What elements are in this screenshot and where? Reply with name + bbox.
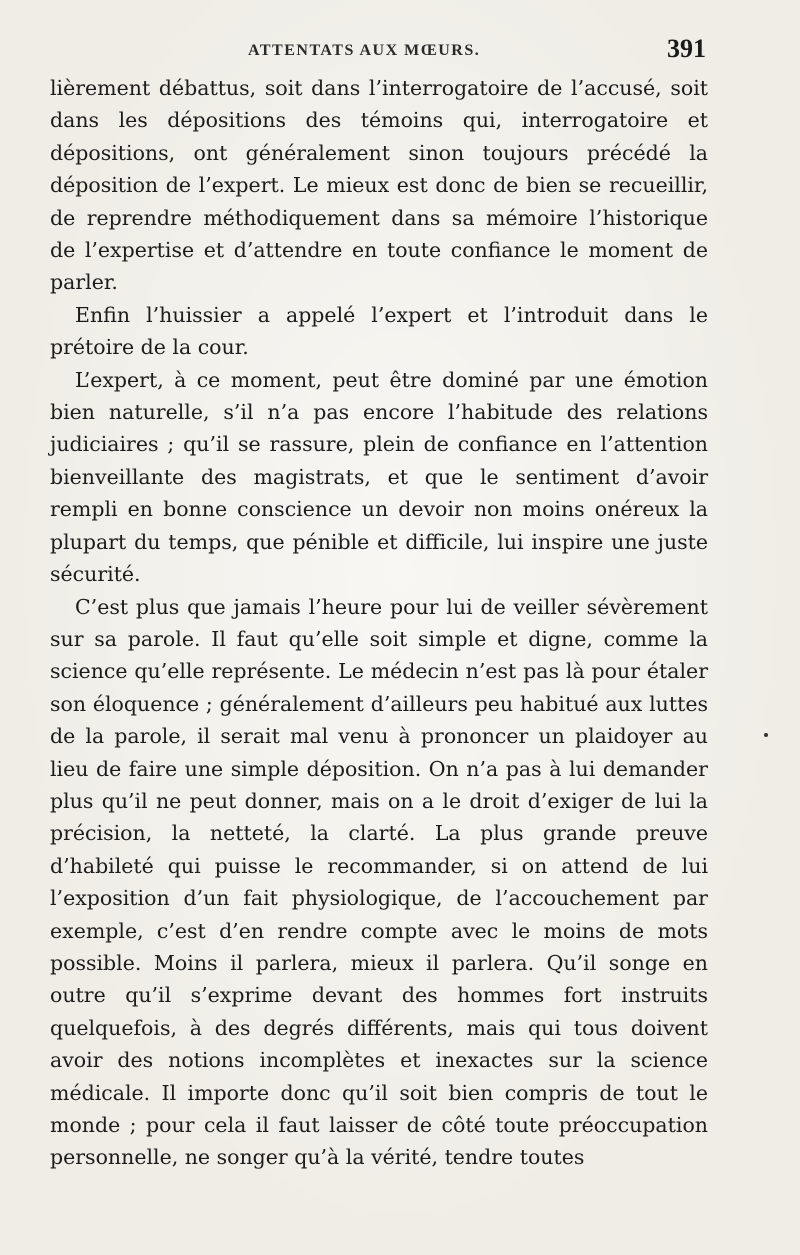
paragraph: lièrement débattus, soit dans l’interrogatoire de l’accusé, soit dans les dépositions des témoins qui, interrogatoire et dépositions, ont généralement sinon toujours précédé la déposition de l’expert. Le mieux est donc de bien se recueillir, de reprendre méthodiquement dans sa mémoire l’historique de l’expertise et d’attendre en toute confiance le moment de parler. (50, 76, 708, 295)
paragraph: L’expert, à ce moment, peut être dominé par une émotion bien naturelle, s’il n’a pas encore l’habitude des relations judiciaires ; qu’il se rassure, plein de confiance en l’attention bienveillante des magistrats, et que le sentiment d’avoir rempli en bonne conscience un devoir non moins onéreux la plupart du temps, que pénible et difficile, lui inspire une juste sécurité. (50, 367, 708, 587)
paragraph: Enfin l’huissier a appelé l’expert et l’introduit dans le prétoire de la cour. (50, 302, 708, 360)
page-number: 391 (667, 34, 706, 63)
ink-speck (764, 733, 768, 737)
paragraph: C’est plus que jamais l’heure pour lui de veiller sévèrement sur sa parole. Il faut qu’elle soit simple et digne, comme la science qu’elle représente. Le médecin n’est pas là pour étaler son éloquence ; généralement d’ailleurs peu habitué aux luttes de la parole, il serait mal venu à prononcer un plaidoyer au lieu de faire une simple déposition. On n’a pas à lui demander plus qu’il ne peut donner, mais on a le droit d’exiger de lui la précision, la netteté, la clarté. La plus grande preuve d’habileté qui puisse le recommander, si on attend de lui l’exposition d’un fait physiologique, de l’accouchement par exemple, c’est d’en rendre compte avec le moins de mots possible. Moins il parlera, mieux il parlera. Qu’il songe en outre qu’il s’exprime devant des hommes fort instruits quelquefois, à des degrés différents, mais qui tous doivent avoir des notions incomplètes et inexactes sur la science médicale. Il importe donc qu’il soit bien compris de tout le monde ; pour cela il faut laisser de côté toute préoccupation personnelle, ne songer qu’à la vérité, tendre toutes (50, 594, 708, 1170)
body-text (50, 72, 708, 1174)
running-head: ATTENTATS AUX MŒURS. (248, 42, 481, 59)
page-header (236, 34, 706, 68)
